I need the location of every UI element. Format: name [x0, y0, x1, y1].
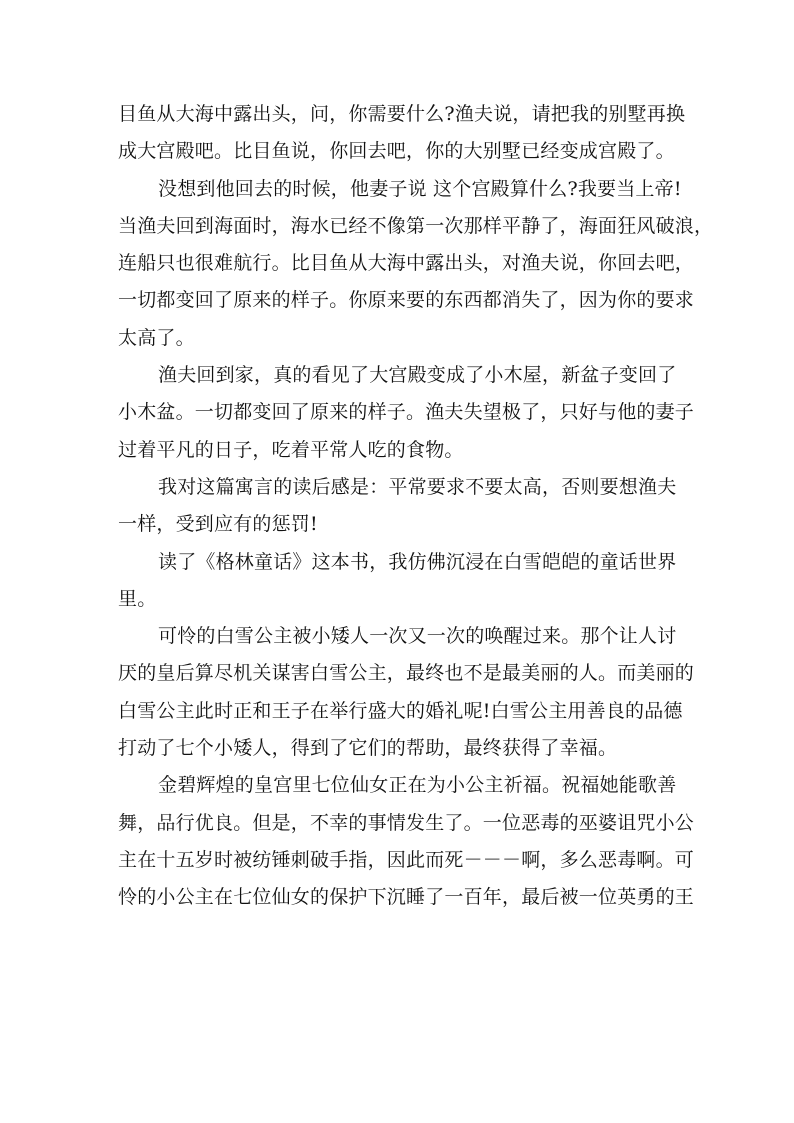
text-line: 过着平凡的日子，吃着平常人吃的食物。	[118, 438, 464, 461]
text-line: 白雪公主此时正和王子在举行盛大的婚礼呢!白雪公主用善良的品德	[118, 699, 683, 722]
text-line: 当渔夫回到海面时，海水已经不像第一次那样平静了，海面狂风破浪，	[118, 214, 714, 237]
document-page	[118, 96, 714, 917]
paragraph-first-line: 可怜的白雪公主被小矮人一次又一次的唤醒过来。那个让人讨	[158, 625, 677, 648]
text-line: 主在十五岁时被纺锤刺破手指，因此而死－－－啊，多么恶毒啊。可	[118, 848, 695, 871]
paragraph-first-line: 金碧辉煌的皇宫里七位仙女正在为小公主祈福。祝福她能歌善	[158, 774, 677, 797]
text-line: 里。	[118, 587, 157, 610]
text-line: 太高了。	[118, 326, 195, 349]
text-line: 怜的小公主在七位仙女的保护下沉睡了一百年，最后被一位英勇的王	[118, 886, 695, 909]
text-line: 连船只也很难航行。比目鱼从大海中露出头，对渔夫说，你回去吧，	[118, 252, 695, 275]
paragraph-first-line: 没想到他回去的时候，他妻子说 这个宫殿算什么?我要当上帝!	[158, 177, 682, 200]
text-line: 目鱼从大海中露出头，问，你需要什么?渔夫说，请把我的别墅再换	[118, 103, 686, 125]
text-line: 一切都变回了原来的样子。你原来要的东西都消失了，因为你的要求	[118, 289, 695, 312]
paragraph-first-line: 渔夫回到家，真的看见了大宫殿变成了小木屋，新盆子变回了	[158, 364, 677, 387]
text-line: 成大宫殿吧。比目鱼说，你回去吧，你的大别墅已经变成宫殿了。	[118, 140, 675, 163]
text-line: 一样，受到应有的惩罚!	[118, 513, 318, 536]
text-line: 打动了七个小矮人，得到了它们的帮助，最终获得了幸福。	[118, 737, 618, 760]
text-line: 舞，品行优良。但是，不幸的事情发生了。一位恶毒的巫婆诅咒小公	[118, 811, 695, 834]
text-line: 厌的皇后算尽机关谋害白雪公主，最终也不是最美丽的人。而美丽的	[118, 662, 695, 685]
paragraph-first-line: 我对这篇寓言的读后感是：平常要求不要太高，否则要想渔夫	[158, 475, 677, 498]
paragraph-first-line: 读了《格林童话》这本书，我仿佛沉浸在白雪皑皑的童话世界	[158, 550, 677, 573]
text-line: 小木盆。一切都变回了原来的样子。渔夫失望极了，只好与他的妻子	[118, 401, 695, 424]
